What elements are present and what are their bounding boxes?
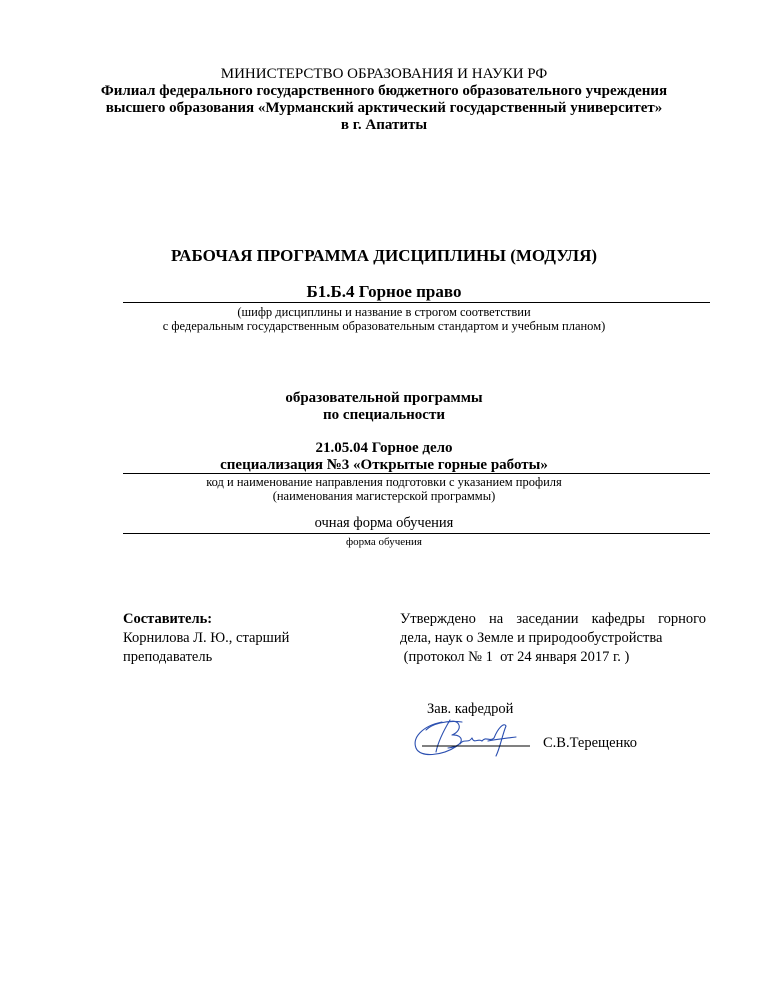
program-note-line2: (наименования магистерской программы) [272, 489, 496, 503]
program-specialization: специализация №3 «Открытые горные работы» [220, 457, 548, 473]
approval-line1: Утверждено на заседании кафедры горного [400, 611, 706, 627]
discipline-note-line1: (шифр дисциплины и название в строгом соответствии [237, 305, 531, 319]
ministry-heading: МИНИСТЕРСТВО ОБРАЗОВАНИЯ И НАУКИ РФ [220, 66, 548, 82]
approval-block [400, 610, 706, 667]
compiler-block [123, 610, 363, 667]
head-of-department-label: Зав. кафедрой [427, 701, 514, 717]
head-of-department-name: С.В.Терещенко [543, 735, 637, 751]
program-note-line1: код и наименование направления подготовки с указанием профиля [206, 475, 562, 489]
branch-name-line2: высшего образования «Мурманский арктический государственный университет» [105, 100, 663, 116]
study-form-value: очная форма обучения [314, 515, 454, 531]
compiler-position: преподаватель [123, 649, 213, 665]
approval-protocol: (протокол № 1 от 24 января 2017 г. ) [400, 649, 630, 665]
study-form-label: форма обучения [346, 536, 422, 548]
program-line2: по специальности [323, 407, 445, 423]
discipline-note-line2: с федеральным государственным образовательным стандартом и учебным планом) [162, 319, 606, 333]
approval-line2: дела, наук о Земле и природообустройства [400, 630, 663, 646]
branch-name-line1: Филиал федерального государственного бюджетного образовательного учреждения [100, 83, 668, 99]
discipline-underline [123, 302, 710, 303]
compiler-name: Корнилова Л. Ю., старший [123, 630, 290, 646]
branch-city: в г. Апатиты [340, 117, 428, 133]
program-underline [123, 473, 710, 474]
program-code: 21.05.04 Горное дело [315, 440, 453, 456]
study-form-underline [123, 533, 710, 534]
discipline-name: Б1.Б.4 Горное право [306, 282, 462, 301]
document-title: РАБОЧАЯ ПРОГРАММА ДИСЦИПЛИНЫ (МОДУЛЯ) [170, 246, 598, 265]
program-line1: образовательной программы [285, 390, 483, 406]
signature-image [402, 708, 542, 768]
compiler-heading: Составитель: [123, 611, 213, 627]
